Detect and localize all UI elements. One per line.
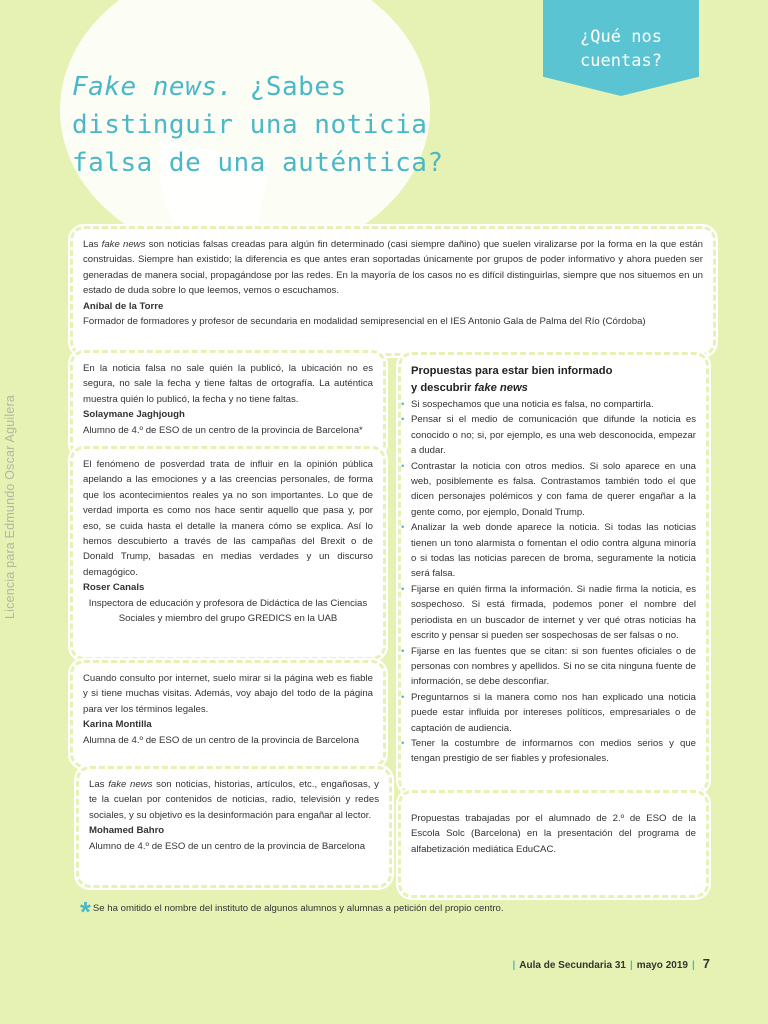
quote-author: Solaymane Jaghjough — [83, 409, 185, 421]
article-title: Fake news. ¿Sabes distinguir una noticia falsa de una auténtica? — [72, 72, 444, 178]
quote-role: Alumno de 4.º de ESO de un centro de la provincia de Barcelona — [89, 840, 366, 852]
quote-role: Alumno de 4.º de ESO de un centro de la provincia de Barcelona* — [83, 424, 363, 436]
footnote-text: Se ha omitido el nombre del instituto de algunos alumnos y alumnas a petición del propio centro. — [92, 903, 504, 914]
footer-separator: | — [691, 960, 695, 971]
list-item: • Pensar si el medio de comunicación que difunde la noticia es conocido o no; si, por ejemplo, es una web desconocida, empezar a dudar. — [403, 412, 696, 458]
quote-role: Alumna de 4.º de ESO de un centro de la provincia de Barcelona — [83, 734, 360, 746]
footer-separator: | — [512, 960, 516, 971]
list-item: • Tener la costumbre de informarnos con medios serios y que tengan prestigio de ser fiables y profesionales. — [403, 736, 696, 767]
list-item: • Contrastar la noticia con otros medios. Si solo aparece en una web, posiblemente es falsa. Contrastamos también todo el que dicen personajes polémicos y con fama de querer engañar a la gente como, por ejemplo, Donald Trump. — [403, 459, 696, 521]
quote-author: Roser Canals — [83, 582, 145, 594]
intro-box — [70, 226, 716, 356]
footer-separator: | — [629, 960, 633, 971]
quote-role: Inspectora de educación y profesora de Didáctica de las Ciencias Sociales y miembro del grupo GREDICS en la UAB — [88, 597, 368, 625]
quote-text: Las fake news son noticias, historias, artículos, etc., engañosas, y te la cuelan por contenidos de noticias, radio, televisión y redes sociales, y su objetivo es la desinformación para engañar al lector. — [89, 779, 379, 821]
quote-box-2 — [70, 446, 386, 660]
intro-role: Formador de formadores y profesor de secundaria en modalidad semipresencial en el IES Antonio Gala de Palma del Río (Córdoba) — [83, 316, 646, 328]
asterisk-icon: * — [80, 896, 91, 927]
footer-journal: Aula de Secundaria 31 — [519, 960, 626, 971]
page-footer — [508, 956, 710, 971]
quote-box-4 — [76, 766, 392, 888]
list-item: • Fijarse en quién firma la información. Si nadie firma la noticia, es sospechoso. Si está firmada, podemos poner el nombre del periodista en un buscador de internet y ver qué otras noticias ha escrito y pensar si pueden ser sospechosas de ser falsas o no. — [403, 582, 696, 644]
quote-text: Cuando consulto por internet, suelo mirar si la página web es fiable y si tiene muchas visitas. Además, voy abajo del todo de la página para ver los términos legales. — [83, 673, 373, 715]
section-tag-label: ¿Qué nos cuentas? — [580, 27, 662, 71]
list-item: • Fijarse en las fuentes que se citan: si son fuentes oficiales o de personas con nombres y apellidos. Si no se cita ninguna fuente de información, se debe desconfiar. — [403, 644, 696, 690]
proposals-note: Propuestas trabajadas por el alumnado de 2.º de ESO de la Escola Solc (Barcelona) en la presentación del programa de alfabetización mediática EduCAC. — [411, 813, 696, 855]
footnote — [80, 896, 680, 928]
intro-text: Las fake news son noticias falsas creadas para algún fin determinado (casi siempre dañino) que suelen viralizarse por la forma en la que están construidas. Siempre han existido; la diferencia es que antes eran soportadas únicamente por grupos de poder informativo y ahora pueden ser generadas de manera social, propagándose por las redes. En la mayoría de los casos no es difícil distinguirlas, siempre que nos situemos en un estado de duda sobre lo que leemos, vemos o escuchamos. — [83, 239, 703, 297]
quote-text: El fenómeno de posverdad trata de influir en la opinión pública apelando a las emociones y a las creencias personales, de forma que los acontecimientos reales ya no son importantes. Lo que de verdad importa es como nos hace sentir aquello que pasa y, por eso, se cuida hasta el detalle la manera cómo se explica. Así lo hemos descubierto a través de las campañas del Brexit o de Donald Trump, basadas en medias verdades y un discurso demagógico. — [83, 459, 373, 578]
quote-author: Mohamed Bahro — [89, 825, 165, 837]
list-item: • Si sospechamos que una noticia es falsa, no compartirla. — [403, 397, 696, 412]
quote-box-3 — [70, 660, 386, 768]
intro-author: Aníbal de la Torre — [83, 300, 164, 312]
list-item: • Analizar la web donde aparece la noticia. Si todas las noticias tienen un tono alarmista o fomentan el odio contra alguna minoría o si todas las noticias parecen de broma, seguramente la noticia será falsa. — [403, 520, 696, 582]
quote-author: Karina Montilla — [83, 719, 152, 731]
proposals-box — [398, 352, 709, 794]
footer-date: mayo 2019 — [636, 960, 688, 971]
license-watermark: Licencia para Edmundo Oscar Aguilera — [3, 395, 17, 619]
list-item: • Preguntarnos si la manera como nos han explicado una noticia puede estar influida por intereses políticos, empresariales o de captación de audiencia. — [403, 690, 696, 736]
proposals-note-box — [398, 790, 709, 898]
quote-box-1 — [70, 350, 386, 458]
page-number: 7 — [702, 956, 710, 971]
proposals-list — [411, 397, 696, 767]
proposals-title: Propuestas para estar bien informado y descubrir fake news — [411, 365, 613, 394]
quote-text: En la noticia falsa no sale quién la publicó, la ubicación no es segura, no sale la fecha y tiene faltas de ortografía. La auténtica muestra quién lo publicó, la fecha y no tiene faltas. — [83, 363, 373, 405]
